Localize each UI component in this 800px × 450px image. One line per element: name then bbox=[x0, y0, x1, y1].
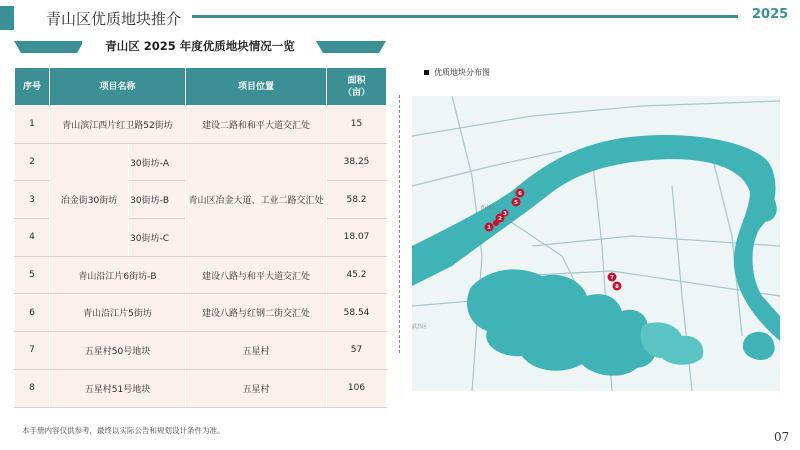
cell-name: 五星村50号地块 bbox=[50, 332, 186, 370]
cell-location: 建设八路与红钢二街交汇处 bbox=[186, 294, 327, 332]
cell-seq: 8 bbox=[15, 369, 50, 407]
cell-area: 106 bbox=[327, 369, 387, 407]
map-pin-1[interactable] bbox=[485, 223, 494, 232]
cell-area: 58.54 bbox=[327, 294, 387, 332]
table-row bbox=[15, 256, 387, 294]
map-pin-7[interactable] bbox=[608, 273, 617, 282]
map-divider bbox=[399, 95, 400, 353]
svg-text:3: 3 bbox=[503, 211, 507, 217]
table-banner-title: 青山区 2025 年度优质地块情况一览 bbox=[82, 38, 318, 54]
map-legend bbox=[424, 67, 490, 78]
table-row bbox=[15, 143, 387, 181]
header-seq: 序号 bbox=[15, 68, 50, 106]
svg-text:6: 6 bbox=[518, 191, 522, 197]
footnote: 本手册内容仅供参考，最终以实际公告和规划设计条件为准。 bbox=[22, 426, 225, 435]
plot-table-grid bbox=[14, 67, 387, 408]
map-pin-8[interactable] bbox=[613, 282, 622, 291]
svg-text:7: 7 bbox=[610, 275, 614, 281]
cell-name: 青山沿江片6街坊-B bbox=[50, 256, 186, 294]
cell-name: 青山沿江片5街坊 bbox=[50, 294, 186, 332]
cell-location: 建设八路与和平大道交汇处 bbox=[186, 256, 327, 294]
banner-wing-right bbox=[316, 41, 386, 53]
cell-group-location: 青山区冶金大道、工业二路交汇处 bbox=[186, 143, 327, 256]
table-row bbox=[15, 294, 387, 332]
table-row bbox=[15, 332, 387, 370]
svg-text:1: 1 bbox=[487, 225, 491, 231]
page-number: 07 bbox=[774, 430, 790, 444]
district-label-qingshan: 青山区 bbox=[480, 205, 496, 211]
lake-small bbox=[743, 332, 775, 360]
table-row bbox=[15, 369, 387, 407]
table-row bbox=[15, 106, 387, 144]
cell-location: 五星村 bbox=[186, 369, 327, 407]
cell-seq: 3 bbox=[15, 181, 50, 219]
cell-seq: 2 bbox=[15, 143, 50, 181]
page-title: 青山区优质地块推介 bbox=[46, 10, 182, 28]
cell-seq: 5 bbox=[15, 256, 50, 294]
map-pin-6[interactable] bbox=[516, 189, 525, 198]
svg-text:2: 2 bbox=[498, 216, 502, 222]
cell-area: 15 bbox=[327, 106, 387, 144]
svg-text:5: 5 bbox=[514, 200, 518, 206]
map-pin-4[interactable] bbox=[493, 220, 499, 226]
cell-seq: 1 bbox=[15, 106, 50, 144]
legend-square-icon bbox=[424, 70, 429, 75]
header-name: 项目名称 bbox=[50, 68, 186, 106]
cell-sub-name: 30街坊-C bbox=[129, 219, 186, 257]
map-canvas bbox=[412, 96, 780, 391]
table-banner bbox=[14, 40, 386, 56]
plot-distribution-map[interactable] bbox=[412, 96, 780, 391]
year-badge: 2025 bbox=[752, 7, 789, 22]
cell-name: 青山滨江西片红卫路52街坊 bbox=[50, 106, 186, 144]
svg-text:8: 8 bbox=[615, 284, 619, 290]
plot-table bbox=[14, 67, 386, 407]
map-pin-5[interactable] bbox=[512, 198, 521, 207]
cell-seq: 7 bbox=[15, 332, 50, 370]
district-label-wuchang: 武昌区 bbox=[412, 324, 428, 330]
cell-location: 五星村 bbox=[186, 332, 327, 370]
header-area bbox=[327, 68, 387, 106]
table-header-row bbox=[15, 68, 387, 106]
title-accent-bar bbox=[0, 6, 14, 30]
cell-seq: 6 bbox=[15, 294, 50, 332]
cell-area: 38.25 bbox=[327, 143, 387, 181]
header-location: 项目位置 bbox=[186, 68, 327, 106]
cell-seq: 4 bbox=[15, 219, 50, 257]
map-legend-label: 优质地块分布图 bbox=[434, 68, 490, 77]
cell-sub-name: 30街坊-A bbox=[129, 143, 186, 181]
header-area-line2: （亩） bbox=[343, 87, 371, 98]
cell-area: 57 bbox=[327, 332, 387, 370]
cell-area: 18.07 bbox=[327, 219, 387, 257]
cell-sub-name: 30街坊-B bbox=[129, 181, 186, 219]
cell-name: 五星村51号地块 bbox=[50, 369, 186, 407]
cell-area: 45.2 bbox=[327, 256, 387, 294]
banner-wing-left bbox=[14, 41, 84, 53]
header-area-line1: 面积 bbox=[347, 75, 366, 86]
cell-area: 58.2 bbox=[327, 181, 387, 219]
cell-group-name: 冶金街30街坊 bbox=[50, 143, 129, 256]
cell-location: 建设二路和和平大道交汇处 bbox=[186, 106, 327, 144]
lake-east bbox=[467, 269, 656, 375]
title-rule bbox=[192, 15, 738, 18]
